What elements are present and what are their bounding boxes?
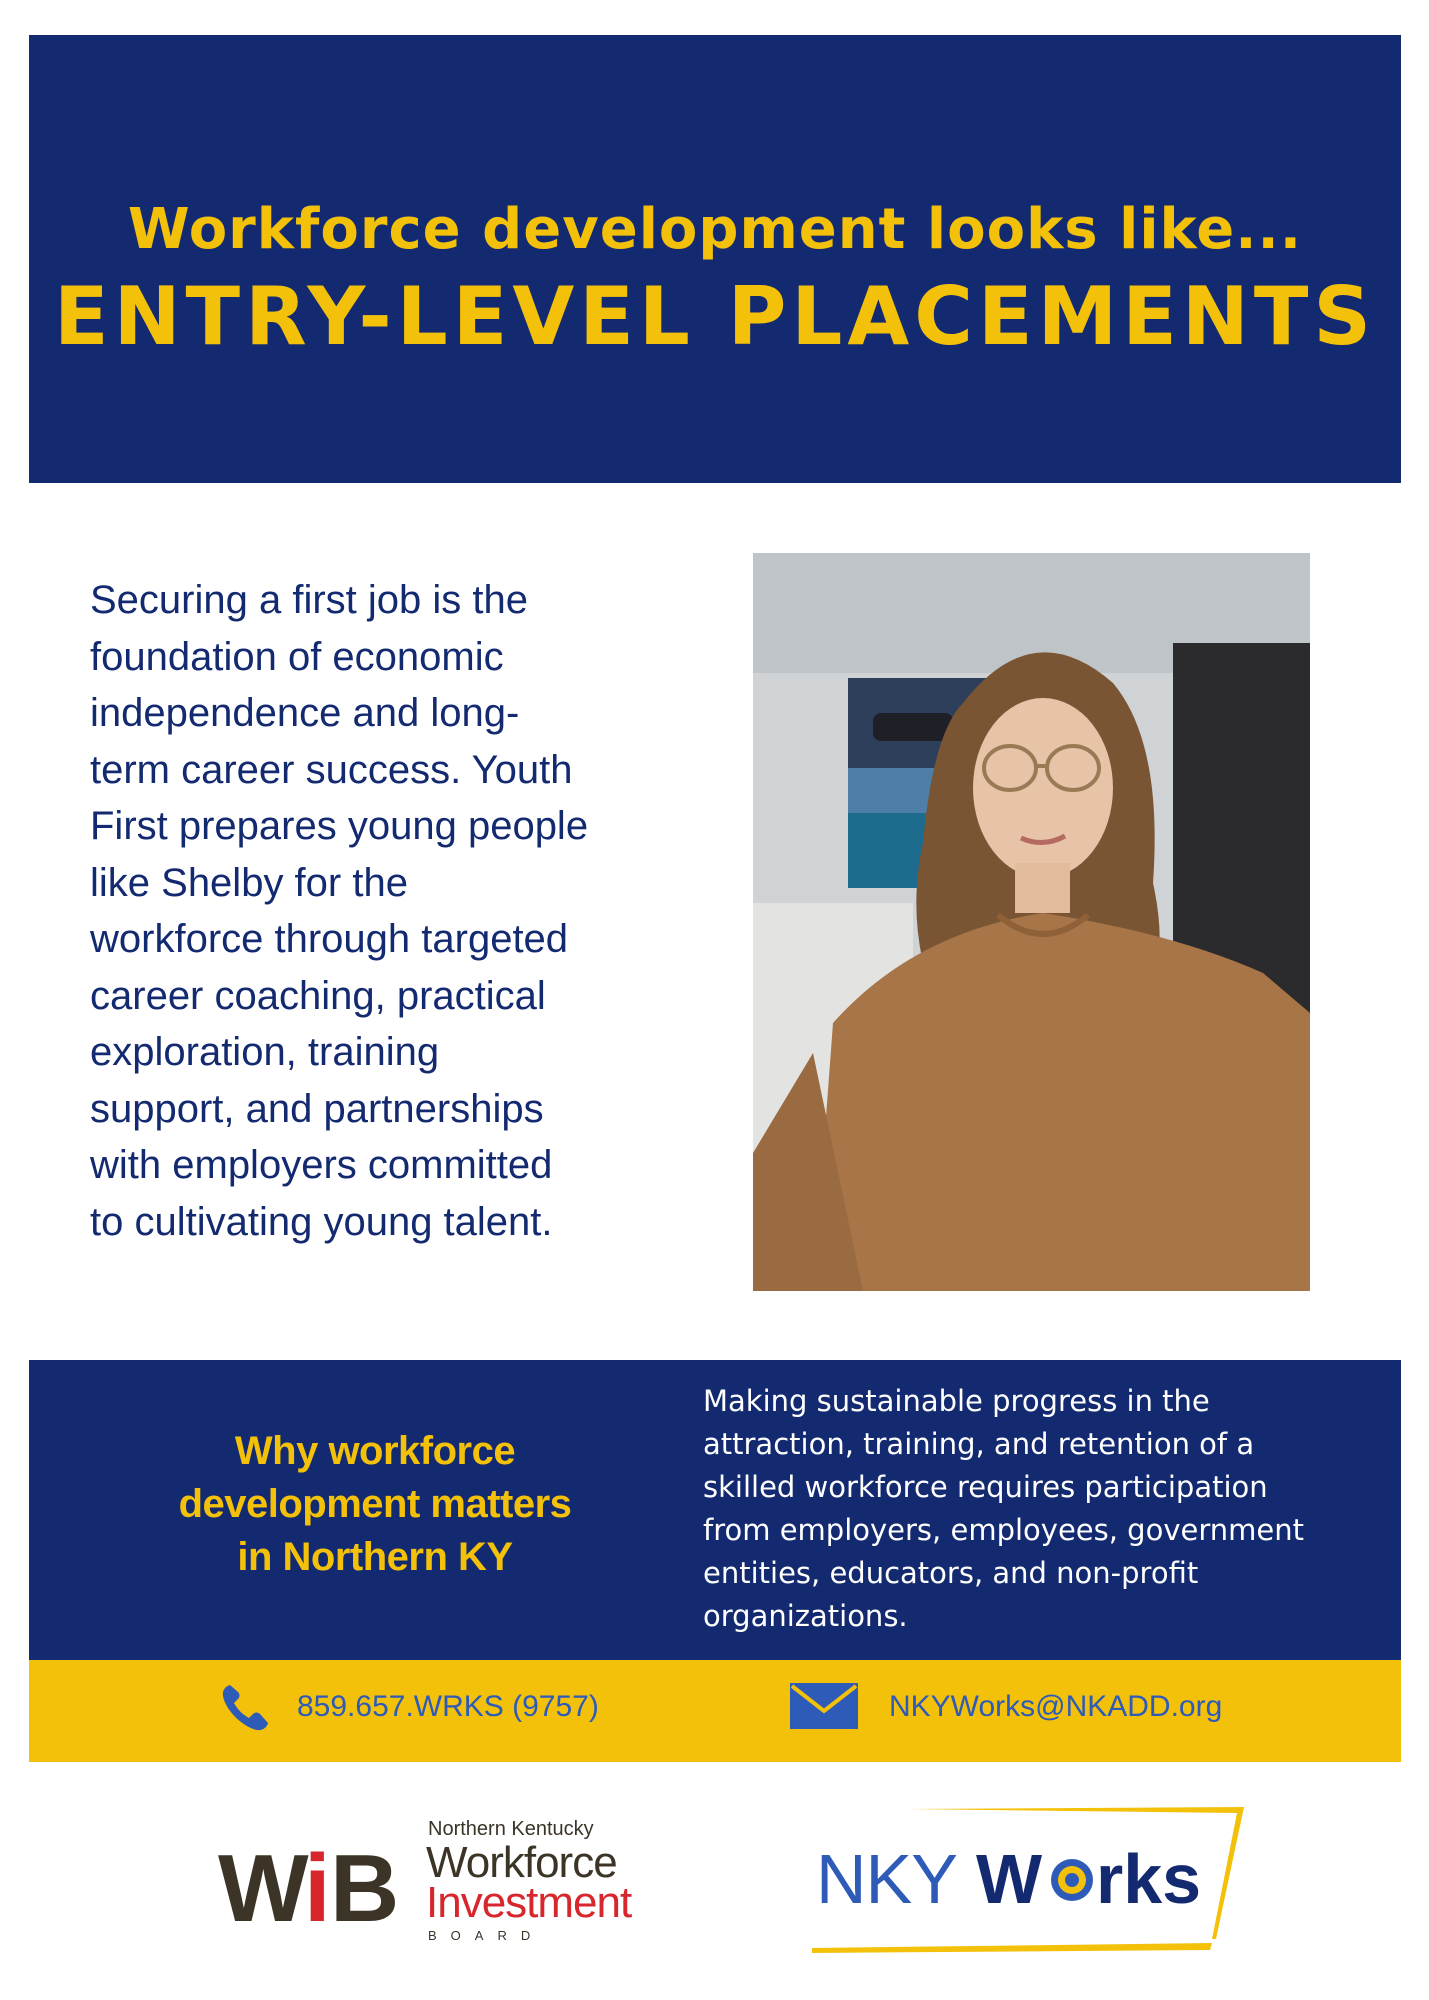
why-heading: [100, 1425, 650, 1584]
story-line: career coaching, practical: [90, 973, 546, 1018]
wib-logo-letters: W: [218, 1835, 303, 1942]
wib-logo-letters: i: [304, 1835, 331, 1942]
nky-works-logo: [812, 1803, 1250, 1953]
description-line: skilled workforce requires participation: [703, 1470, 1268, 1504]
story-line: independence and long-: [90, 691, 520, 735]
nky-logo-part3: rks: [1096, 1840, 1202, 1918]
story-line: support, and partnerships: [90, 1086, 544, 1131]
story-line: foundation of economic: [90, 634, 504, 679]
story-line: workforce through targeted: [90, 917, 569, 961]
description-line: attraction, training, and retention of a: [703, 1427, 1255, 1461]
header-title: ENTRY-LEVEL PLACEMENTS: [53, 270, 1377, 363]
why-line: in Northern KY: [237, 1535, 513, 1579]
why-description: [703, 1380, 1353, 1638]
story-line: to cultivating young talent.: [90, 1199, 553, 1244]
phone-number[interactable]: 859.657.WRKS (9757): [297, 1690, 599, 1723]
description-line: from employers, employees, government: [703, 1513, 1304, 1547]
wib-logo-word2: Investment: [426, 1878, 632, 1927]
why-line: Why workforce: [234, 1429, 516, 1473]
story-line: like Shelby for the: [90, 860, 408, 905]
portrait-photo: [753, 553, 1310, 1291]
story-text: [90, 572, 690, 1250]
nky-logo-part2: W: [976, 1840, 1043, 1918]
story-line: Securing a first job is the: [90, 578, 528, 622]
envelope-icon: [790, 1683, 858, 1729]
email-link[interactable]: NKYWorks@NKADD.org: [889, 1690, 1223, 1723]
description-line: organizations.: [703, 1599, 908, 1633]
wib-logo-top: Northern Kentucky: [428, 1818, 594, 1840]
story-line: exploration, training: [90, 1030, 440, 1074]
why-line: development matters: [178, 1482, 572, 1526]
wib-logo-word3: BOARD: [428, 1928, 545, 1943]
story-line: with employers committed: [90, 1143, 553, 1187]
portrait-illustration: [753, 553, 1310, 1291]
story-line: term career success. Youth: [90, 747, 573, 792]
wib-logo-word1: Workforce: [426, 1838, 617, 1887]
nky-logo-part1: NKY: [816, 1840, 957, 1918]
wib-logo: [218, 1813, 668, 1943]
story-line: First prepares young people: [90, 804, 589, 848]
wib-logo-letters: B: [330, 1835, 400, 1942]
description-line: Making sustainable progress in the: [703, 1384, 1210, 1418]
description-line: entities, educators, and non-profit: [703, 1556, 1199, 1590]
header-banner: [29, 35, 1401, 483]
phone-icon: [220, 1681, 272, 1733]
header-subtitle: Workforce development looks like...: [127, 197, 1303, 262]
